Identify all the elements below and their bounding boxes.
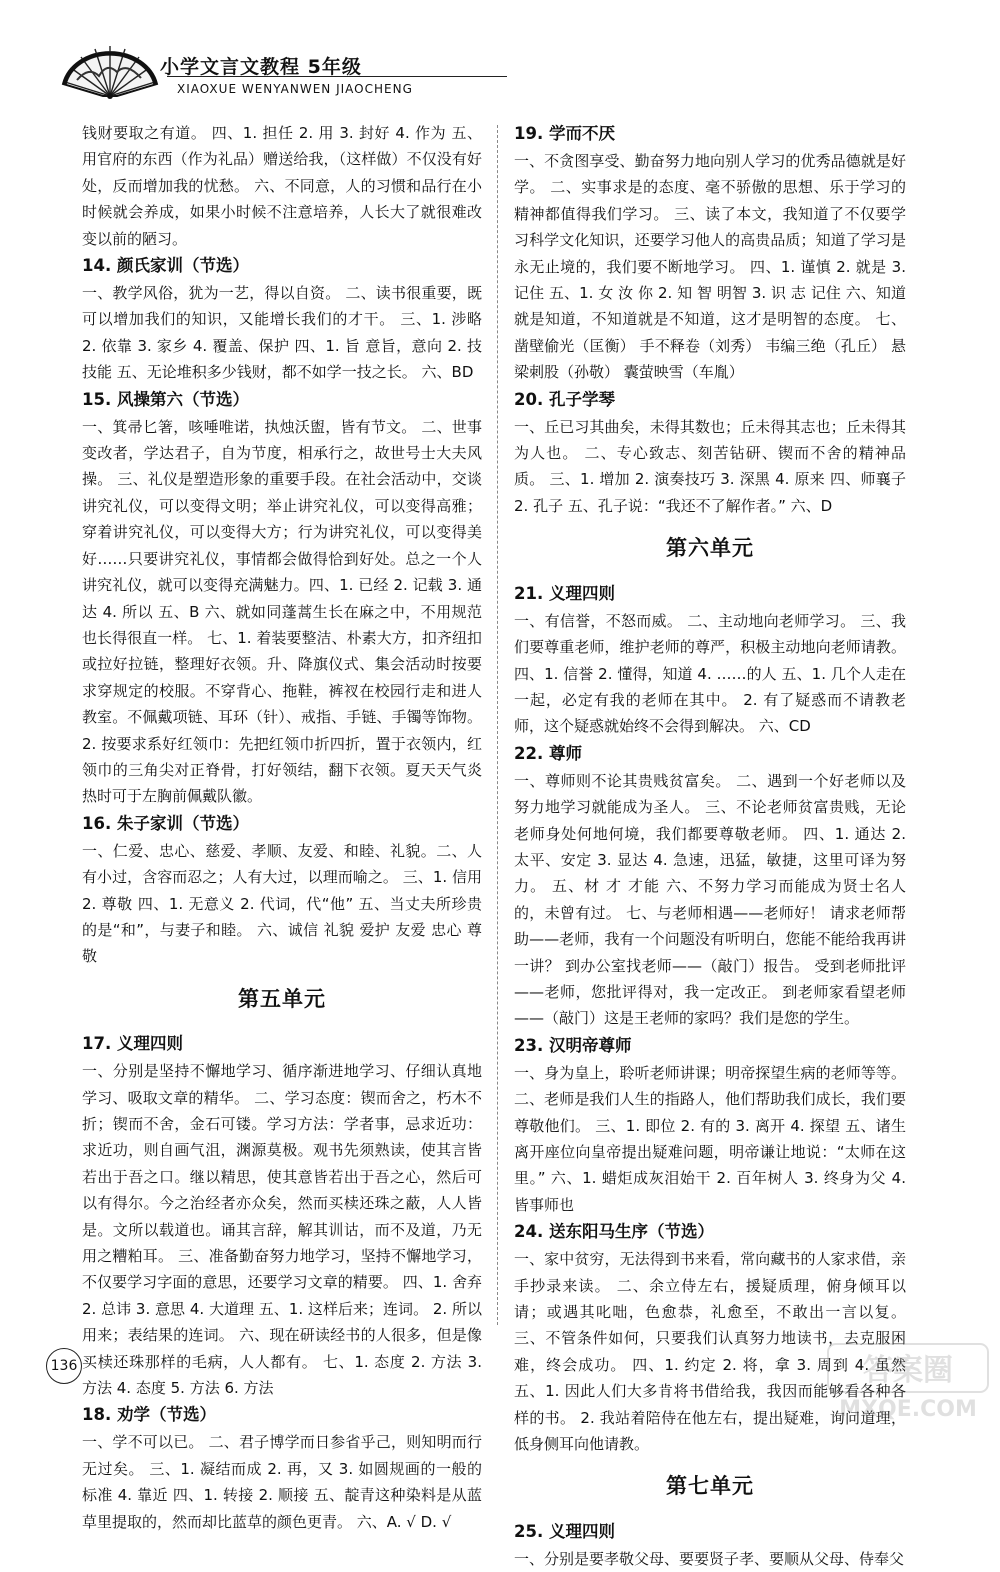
column-divider: [497, 125, 498, 1325]
answer-paragraph: 一、身为皇上，聆听老师讲课；明帝探望生病的老师等等。 二、老师是我们人生的指路人，他们帮助我们成长，我们要尊敬他们。 三、1. 即位 2. 有的 3. 离开 4. 探望 五、诸生离开座位向皇帝提出疑难问题，明帝谦让地说：“太师在这里。” 六、1. 蜡炬成灰泪始干 2. 百年树人 3. 终身为父 4. 皆事师也: [514, 1063, 906, 1214]
section-title: 21. 义理四则: [514, 583, 615, 603]
answer-paragraph: 一、仁爱、忠心、慈爱、孝顺、友爱、和睦、礼貌。二、人有小过，含容而忍之；人有大过，以理而喻之。 三、1. 信用 2. 尊敬 四、1. 无意义 2. 代词，代“他” 五、当丈夫所珍贵的是“和”，与妻子和睦。 六、诚信 礼貌 爱护 友爱 忠心 尊敬: [82, 841, 482, 966]
watermark-logo: [820, 1340, 995, 1425]
section-title: 17. 义理四则: [82, 1034, 183, 1054]
answer-paragraph: 一、分别是坚持不懈地学习、循序渐进地学习、仔细认真地学习、吸取文章的精华。 二、学习态度：锲而舍之，朽木不折；锲而不舍，金石可镂。学习方法：学者事，忌求近功：求近功，则自画气沮，渊源莫极。观书先须熟读，使其言皆若出于吾之口。继以精思，使其意皆若出于吾之心，然后可以有得尔。今之治经者亦众矣，然而买椟还珠之蔽，人人皆是。文所以载道也。诵其言辞，解其训诂，而不及道，乃无用之糟粕耳。 三、准备勤奋努力地学习，坚持不懈地学习，不仅要学习字面的意思，还要学习文章的精要。 四、1. 舍弃 2. 总讳 3. 意思 4. 大道理 五、1. 这样后来；连词。 2. 所以用来；表结果的连词。 六、现在研读经书的人很多，但是像买椟还珠那样的毛病，人人都有。 七、1. 态度 2. 方法 3. 方法 4. 态度 5. 方法 6. 方法: [82, 1062, 482, 1398]
section-title: 24. 送东阳马生序（节选）: [514, 1222, 714, 1242]
section-title: 16. 朱子家训（节选）: [82, 813, 249, 833]
section-title: 19. 学而不厌: [514, 124, 615, 143]
book-title: 小学文言文教程 5年级: [160, 56, 362, 78]
answer-paragraph: 钱财要取之有道。 四、1. 担任 2. 用 3. 封好 4. 作为 五、用官府的东西（作为礼品）赠送给我，（这样做）不仅没有好处，反而增加我的忧愁。 六、不同意，人的习惯和品行在小时候就会养成，如果小时候不注意培养，人长大了就很难改变以前的陋习。: [82, 124, 482, 248]
section-title: 15. 风操第六（节选）: [82, 389, 249, 409]
answer-paragraph: 一、学不可以已。 二、君子博学而日参省乎己，则知明而行无过矣。 三、1. 凝结而成 2. 再，又 3. 如圆规画的一般的标准 4. 靠近 四、1. 转接 2. 顺接 五、靛青这种染料是从蓝草里提取的，然而却比蓝草的颜色更青。 六、A. √ D. √: [82, 1433, 482, 1531]
answer-paragraph: 一、有信誉，不怒而威。 二、主动地向老师学习。 三、我们要尊重老师，维护老师的尊严，积极主动地向老师请教。 四、1. 信誉 2. 懂得，知道 4. ……的人 五、1. 几个人走在一起，必定有我的老师在其中。 2. 有了疑惑而不请教老师，这个疑惑就始终不会得到解决。 六、CD: [514, 611, 906, 736]
section-title: 22. 尊师: [514, 743, 582, 763]
answer-paragraph: 一、箕帚匕箸，咳唾唯诺，执烛沃盥，皆有节文。 二、世事变改者，学达君子，自为节度，相承行之，故世号士大夫风操。 三、礼仪是塑造形象的重要手段。在社会活动中，交谈讲究礼仪，可以变得文明；举止讲究礼仪，可以变得高雅；穿着讲究礼仪，可以变得大方；行为讲究礼仪，可以变得美好……只要讲究礼仪，事情都会做得恰到好处。总之一个人讲究礼仪，就可以变得充满魅力。四、1. 已经 2. 记载 3. 通达 4. 所以 五、B 六、就如同蓬蒿生长在麻之中，不用规范也长得很直一样。 七、1. 着装要整洁、朴素大方，扣齐纽扣或拉好拉链，整理好衣领。升、降旗仪式、集会活动时按要求穿规定的校服。不穿背心、拖鞋，裤衩在校园行走和进人教室。不佩戴项链、耳环（针）、戒指、手链、手镯等饰物。 2. 按要求系好红领巾：先把红领巾折四折，置于衣领内，红领巾的三角尖对正脊骨，打好领结，翻下衣领。夏天天气炎热时可于左胸前佩戴队徽。: [82, 417, 482, 806]
answer-paragraph: 一、分别是要孝敬父母、要要贤子孝、要顺从父母、侍奉父: [514, 1549, 905, 1568]
unit-heading: 第五单元: [238, 985, 326, 1011]
section-title: 25. 义理四则: [514, 1521, 615, 1541]
fan-logo-icon: [55, 40, 165, 102]
answer-paragraph: 一、尊师则不论其贵贱贫富矣。 二、遇到一个好老师以及努力地学习就能成为圣人。 三、不论老师贫富贵贱，无论老师身处何地何境，我们都要尊敬老师。 四、1. 通达 2. 太平、安定 3. 显达 4. 急速，迅猛，敏捷，这里可译为努力。 五、材 才 才能 六、不努力学习而能成为贤士名人的，未曾有过。 七、与老师相遇——老师好！ 请求老师帮助——老师，我有一个问题没有听明白，您能不能给我再讲一讲？ 到办公室找老师——（敲门）报告。 受到老师批评——老师，您批评得对，我一定改正。 到老师家看望老师——（敲门）这是王老师的家吗？我们是您的学生。: [514, 771, 906, 1028]
page-header: [55, 40, 455, 110]
svg-text:MXQE.COM: MXQE.COM: [839, 1397, 977, 1422]
answer-paragraph: 一、丘已习其曲矣，未得其数也；丘未得其志也；丘未得其为人也。 二、专心致志、刻苦钻研、锲而不舍的精神品质。 三、1. 增加 2. 演奏技巧 3. 深黑 4. 原来 四、师襄子 2. 孔子 五、孔子说：“我还不了解作者。” 六、D: [514, 417, 906, 515]
answer-paragraph: 一、不贪图享受、勤奋努力地向别人学习的优秀品德就是好学。 二、实事求是的态度、毫不骄傲的思想、乐于学习的精神都值得我们学习。 三、读了本文，我知道了不仅要学习科学文化知识，还要学习他人的高贵品质；知道了学习是永无止境的，我们要不断地学习。 四、1. 谨慎 2. 就是 3. 记住 五、1. 女 汝 你 2. 知 智 明智 3. 识 志 记住 六、知道就是知道，不知道就是不知道，这才是明智的态度。 七、凿壁偷光（匡衡） 手不释卷（刘秀） 韦编三绝（孔丘） 悬梁刺股（孙敬） 囊萤映雪（车胤）: [514, 152, 906, 382]
left-column: [82, 120, 482, 1535]
answer-paragraph: 一、家中贫穷，无法得到书来看，常向藏书的人家求借，亲手抄录来读。 二、余立侍左右，援疑质理，俯身倾耳以请；或遇其叱咄，色愈恭，礼愈至，不敢出一言以复。 三、不管条件如何，只要我们认真努力地读书，去克服困难，终会成功。 四、1. 约定 2. 将，拿 3. 周到 4. 虽然 五、1. 因此人们大多肯将书借给我，我因而能够看各种各样的书。 2. 我站着陪侍在他左右，提出疑难，询问道理，低身侧耳向他请教。: [514, 1250, 906, 1454]
book-subtitle: XIAOXUE WENYANWEN JIAOCHENG: [177, 82, 413, 96]
section-title: 18. 劝学（节选）: [82, 1405, 216, 1425]
section-title: 23. 汉明帝尊师: [514, 1035, 632, 1055]
svg-text:答案圈: 答案圈: [863, 1353, 953, 1388]
answer-paragraph: 一、教学风俗，犹为一艺，得以自资。 二、读书很重要，既可以增加我们的知识，又能增长我们的才干。 三、1. 涉略 2. 依靠 3. 家乡 4. 覆盖、保护 四、1. 旨 意旨，意向 2. 技 技能 五、无论堆积多少钱财，都不如学一技之长。 六、BD: [82, 284, 482, 382]
page-number: 136: [46, 1348, 82, 1384]
section-title: 14. 颜氏家训（节选）: [82, 256, 249, 276]
header-rule: [167, 76, 507, 77]
unit-heading: 第六单元: [666, 535, 754, 561]
unit-heading: 第七单元: [666, 1473, 754, 1499]
section-title: 20. 孔子学琴: [514, 389, 615, 409]
